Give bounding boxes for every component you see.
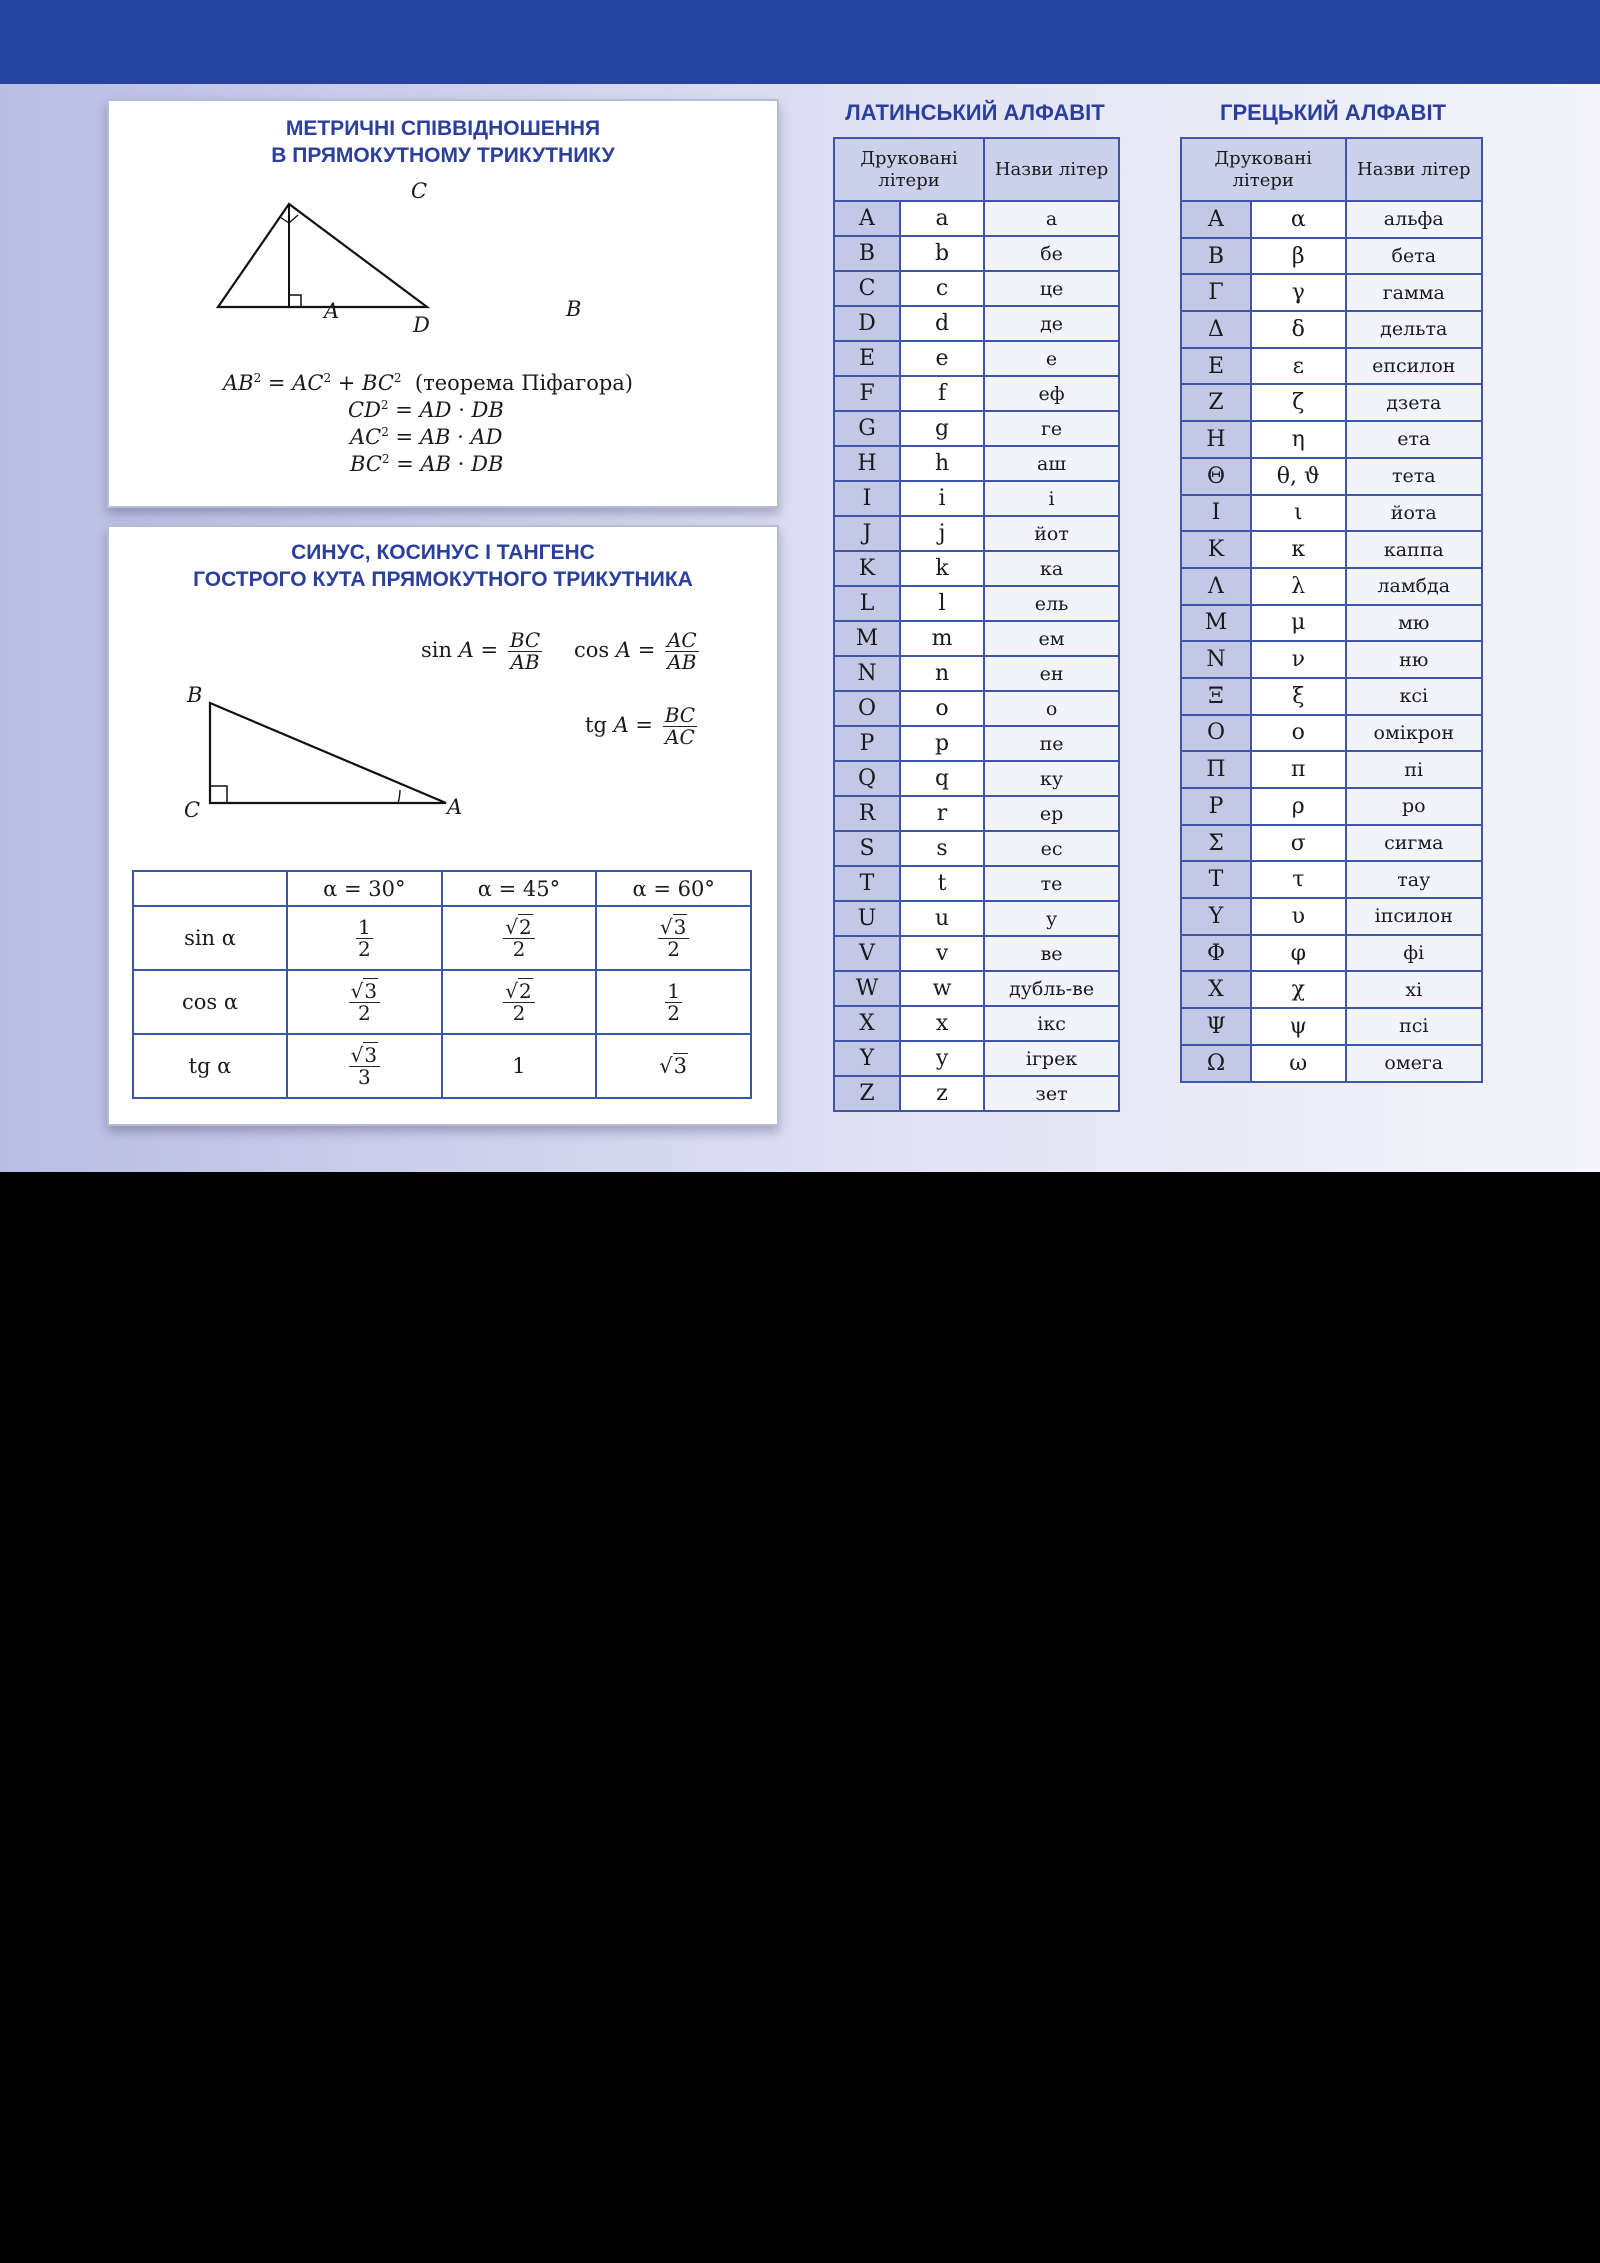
letter-name: ер [984,796,1119,831]
letter-name: бета [1346,238,1482,275]
trig-values-table [132,870,752,1099]
letter-name: те [984,866,1119,901]
lowercase-letter: ε [1251,348,1346,385]
lowercase-letter: k [900,551,984,586]
letter-name: ню [1346,641,1482,678]
uppercase-letter: Ρ [1181,788,1251,825]
lowercase-letter: π [1251,751,1346,788]
lowercase-letter: g [900,411,984,446]
letter-row [834,376,1119,411]
letter-row [1181,274,1482,311]
uppercase-letter: Q [834,761,900,796]
letter-row [1181,751,1482,788]
vertex-label-b: B [187,683,203,707]
cos-45: $\frac{√2}{2}$ [442,970,597,1034]
letter-row [1181,384,1482,421]
tg-30: $\frac{√3}{3}$ [287,1034,442,1098]
lowercase-letter: s [900,831,984,866]
letter-name: мю [1346,605,1482,642]
lowercase-letter: β [1251,238,1346,275]
uppercase-letter: Η [1181,421,1251,458]
letter-name: де [984,306,1119,341]
right-angle-mark-c [210,786,227,803]
letter-row [1181,238,1482,275]
lowercase-letter: υ [1251,898,1346,935]
uppercase-letter: Φ [1181,935,1251,972]
sin-30: $\frac{1}{2}$ [287,906,442,970]
letter-row [834,831,1119,866]
letter-name: каппа [1346,531,1482,568]
letter-row [834,621,1119,656]
tg-45: 1 [442,1034,597,1098]
lowercase-letter: σ [1251,825,1346,862]
uppercase-letter: Ω [1181,1045,1251,1082]
letter-name: ка [984,551,1119,586]
letter-row [834,446,1119,481]
formula-cd: $CD^2$ = AD · DB [348,398,504,422]
uppercase-letter: Γ [1181,274,1251,311]
row-label: sin α [133,906,287,970]
letter-name: бе [984,236,1119,271]
lowercase-letter: ξ [1251,678,1346,715]
letter-name: аш [984,446,1119,481]
lowercase-letter: ω [1251,1045,1346,1082]
lowercase-letter: χ [1251,971,1346,1008]
letter-name: зет [984,1076,1119,1111]
uppercase-letter: U [834,901,900,936]
letter-row [1181,678,1482,715]
metric-relations-card [107,99,779,508]
uppercase-letter: Θ [1181,458,1251,495]
uppercase-letter: Ν [1181,641,1251,678]
vertex-label-a: A [324,299,340,323]
cos-30: $\frac{√3}{2}$ [287,970,442,1034]
lowercase-letter: i [900,481,984,516]
formula-ac: $AC^2$ = AB · AD [350,425,503,449]
uppercase-letter: D [834,306,900,341]
letter-name: ку [984,761,1119,796]
letter-name: ксі [1346,678,1482,715]
uppercase-letter: Δ [1181,311,1251,348]
letter-row [1181,861,1482,898]
letter-row [1181,568,1482,605]
lowercase-letter: θ, ϑ [1251,458,1346,495]
formula-bc: $BC^2$ = AB · DB [350,452,504,476]
letter-row [1181,971,1482,1008]
uppercase-letter: Y [834,1041,900,1076]
letter-name: ве [984,936,1119,971]
uppercase-letter: Λ [1181,568,1251,605]
letter-row [1181,201,1482,238]
letter-row [834,761,1119,796]
lowercase-letter: ρ [1251,788,1346,825]
lowercase-letter: y [900,1041,984,1076]
uppercase-letter: F [834,376,900,411]
lowercase-letter: φ [1251,935,1346,972]
triangle-abc [218,204,427,307]
lowercase-letter: η [1251,421,1346,458]
letter-name: омега [1346,1045,1482,1082]
letter-row [834,271,1119,306]
letter-row [1181,348,1482,385]
letter-name: йота [1346,495,1482,532]
letter-row [834,236,1119,271]
lowercase-letter: b [900,236,984,271]
letter-row [834,306,1119,341]
angle-arc-a [398,790,400,803]
letter-row [1181,495,1482,532]
letter-row [1181,1008,1482,1045]
lowercase-letter: j [900,516,984,551]
lowercase-letter: h [900,446,984,481]
uppercase-letter: Χ [1181,971,1251,1008]
lowercase-letter: l [900,586,984,621]
letter-row [834,971,1119,1006]
letter-name: о [984,691,1119,726]
letter-name: гамма [1346,274,1482,311]
letter-name: ен [984,656,1119,691]
uppercase-letter: Ξ [1181,678,1251,715]
top-banner [0,0,1600,84]
header-printed-letters: Друковані літери [1181,138,1346,201]
vertex-label-d: D [413,313,430,337]
uppercase-letter: Π [1181,751,1251,788]
pythagoras-formula: $AB^2 = AC^2 + BC^2$ (теорема Піфагора) [223,371,633,395]
latin-alphabet-table [833,137,1120,1112]
lowercase-letter: o [900,691,984,726]
angle-header: α = 60° [596,871,751,906]
letter-name: пі [1346,751,1482,788]
letter-row [1181,311,1482,348]
letter-row [834,411,1119,446]
letter-name: ро [1346,788,1482,825]
angle-header: α = 30° [287,871,442,906]
letter-name: дельта [1346,311,1482,348]
triangle-abc [210,703,446,803]
uppercase-letter: Α [1181,201,1251,238]
letter-name: іпсилон [1346,898,1482,935]
letter-name: тау [1346,861,1482,898]
uppercase-letter: E [834,341,900,376]
letter-row [834,1006,1119,1041]
lowercase-letter: m [900,621,984,656]
vertex-label-c: C [184,798,201,822]
lowercase-letter: e [900,341,984,376]
letter-name: хі [1346,971,1482,1008]
header-letter-names: Назви літер [984,138,1119,201]
lowercase-letter: p [900,726,984,761]
uppercase-letter: N [834,656,900,691]
letter-name: це [984,271,1119,306]
letter-row [834,481,1119,516]
letter-row [834,901,1119,936]
letter-name: псі [1346,1008,1482,1045]
letter-name: ламбда [1346,568,1482,605]
uppercase-letter: K [834,551,900,586]
angle-header: α = 45° [442,871,597,906]
uppercase-letter: Ο [1181,715,1251,752]
letter-row [834,726,1119,761]
letter-row [834,551,1119,586]
sin-formula: sin A = $\frac{BC}{AB}$ [421,628,541,674]
uppercase-letter: B [834,236,900,271]
trig-title-line1: СИНУС, КОСИНУС І ТАНГЕНС [291,541,595,564]
greek-alphabet-title: ГРЕЦЬКИЙ АЛФАВІТ [1219,100,1446,125]
letter-name: епсилон [1346,348,1482,385]
vertex-label-b: B [566,297,582,321]
sin-45: $\frac{√2}{2}$ [442,906,597,970]
uppercase-letter: T [834,866,900,901]
letter-row [1181,458,1482,495]
uppercase-letter: R [834,796,900,831]
uppercase-letter: L [834,586,900,621]
letter-row [1181,935,1482,972]
letter-row [834,1076,1119,1111]
tg-formula: tg A = $\frac{BC}{AC}$ [585,703,696,749]
lowercase-letter: d [900,306,984,341]
header-printed-letters: Друковані літери [834,138,984,201]
letter-row [834,201,1119,236]
letter-name: еф [984,376,1119,411]
uppercase-letter: W [834,971,900,1006]
letter-row [1181,605,1482,642]
uppercase-letter: Z [834,1076,900,1111]
letter-name: дзета [1346,384,1482,421]
letter-row [1181,421,1482,458]
lowercase-letter: ι [1251,495,1346,532]
lowercase-letter: r [900,796,984,831]
lowercase-letter: ο [1251,715,1346,752]
uppercase-letter: M [834,621,900,656]
uppercase-letter: Ι [1181,495,1251,532]
lowercase-letter: f [900,376,984,411]
letter-row [834,586,1119,621]
lowercase-letter: λ [1251,568,1346,605]
vertex-label-c: C [411,179,428,203]
uppercase-letter: Β [1181,238,1251,275]
letter-name: дубль-ве [984,971,1119,1006]
row-label: tg α [133,1034,287,1098]
lowercase-letter: κ [1251,531,1346,568]
letter-name: е [984,341,1119,376]
uppercase-letter: P [834,726,900,761]
lowercase-letter: n [900,656,984,691]
uppercase-letter: I [834,481,900,516]
uppercase-letter: S [834,831,900,866]
uppercase-letter: Ε [1181,348,1251,385]
cos-60: $\frac{1}{2}$ [596,970,751,1034]
sin-60: $\frac{√3}{2}$ [596,906,751,970]
letter-name: ета [1346,421,1482,458]
letter-row [1181,531,1482,568]
letter-row [834,866,1119,901]
latin-alphabet-title: ЛАТИНСЬКИЙ АЛФАВІТ [845,100,1105,125]
uppercase-letter: V [834,936,900,971]
letter-row [1181,788,1482,825]
lowercase-letter: ζ [1251,384,1346,421]
uppercase-letter: Τ [1181,861,1251,898]
letter-row [834,341,1119,376]
letter-name: омікрон [1346,715,1482,752]
letter-row [834,796,1119,831]
letter-row [834,691,1119,726]
letter-name: фі [1346,935,1482,972]
letter-name: у [984,901,1119,936]
trig-title-line2: ГОСТРОГО КУТА ПРЯМОКУТНОГО ТРИКУТНИКА [193,568,693,591]
header-letter-names: Назви літер [1346,138,1482,201]
letter-row [834,516,1119,551]
letter-name: ес [984,831,1119,866]
letter-name: і [984,481,1119,516]
metric-title-line1: МЕТРИЧНІ СПІВВІДНОШЕННЯ [285,117,601,140]
letter-row [834,936,1119,971]
letter-row [834,1041,1119,1076]
letter-name: сигма [1346,825,1482,862]
lowercase-letter: t [900,866,984,901]
metric-title-line2: В ПРЯМОКУТНОМУ ТРИКУТНИКУ [271,144,615,167]
uppercase-letter: G [834,411,900,446]
uppercase-letter: X [834,1006,900,1041]
letter-row [834,656,1119,691]
uppercase-letter: Υ [1181,898,1251,935]
uppercase-letter: H [834,446,900,481]
letter-row [1181,715,1482,752]
uppercase-letter: Σ [1181,825,1251,862]
letter-name: тета [1346,458,1482,495]
lowercase-letter: ν [1251,641,1346,678]
trig-card [107,525,779,1126]
lowercase-letter: u [900,901,984,936]
letter-name: а [984,201,1119,236]
letter-name: альфа [1346,201,1482,238]
letter-name: ікс [984,1006,1119,1041]
uppercase-letter: Ψ [1181,1008,1251,1045]
lowercase-letter: ψ [1251,1008,1346,1045]
lowercase-letter: v [900,936,984,971]
lowercase-letter: μ [1251,605,1346,642]
letter-row [1181,641,1482,678]
letter-name: ем [984,621,1119,656]
lowercase-letter: δ [1251,311,1346,348]
lowercase-letter: a [900,201,984,236]
cos-formula: cos A = $\frac{AC}{AB}$ [574,628,697,674]
vertex-label-a: A [447,795,463,819]
right-angle-mark-d [289,295,301,307]
letter-row [1181,1045,1482,1082]
lowercase-letter: c [900,271,984,306]
letter-name: пе [984,726,1119,761]
letter-name: ігрек [984,1041,1119,1076]
lowercase-letter: τ [1251,861,1346,898]
lowercase-letter: α [1251,201,1346,238]
pythagoras-note: (теорема Піфагора) [414,371,633,395]
letter-row [1181,825,1482,862]
lowercase-letter: γ [1251,274,1346,311]
lowercase-letter: x [900,1006,984,1041]
letter-name: ге [984,411,1119,446]
uppercase-letter: A [834,201,900,236]
uppercase-letter: J [834,516,900,551]
uppercase-letter: C [834,271,900,306]
letter-row [1181,898,1482,935]
uppercase-letter: Κ [1181,531,1251,568]
lowercase-letter: w [900,971,984,1006]
uppercase-letter: Ζ [1181,384,1251,421]
tg-60: √3 [596,1034,751,1098]
uppercase-letter: O [834,691,900,726]
lowercase-letter: q [900,761,984,796]
row-label: cos α [133,970,287,1034]
greek-alphabet-table [1180,137,1483,1083]
letter-name: ель [984,586,1119,621]
letter-name: йот [984,516,1119,551]
uppercase-letter: Μ [1181,605,1251,642]
lowercase-letter: z [900,1076,984,1111]
